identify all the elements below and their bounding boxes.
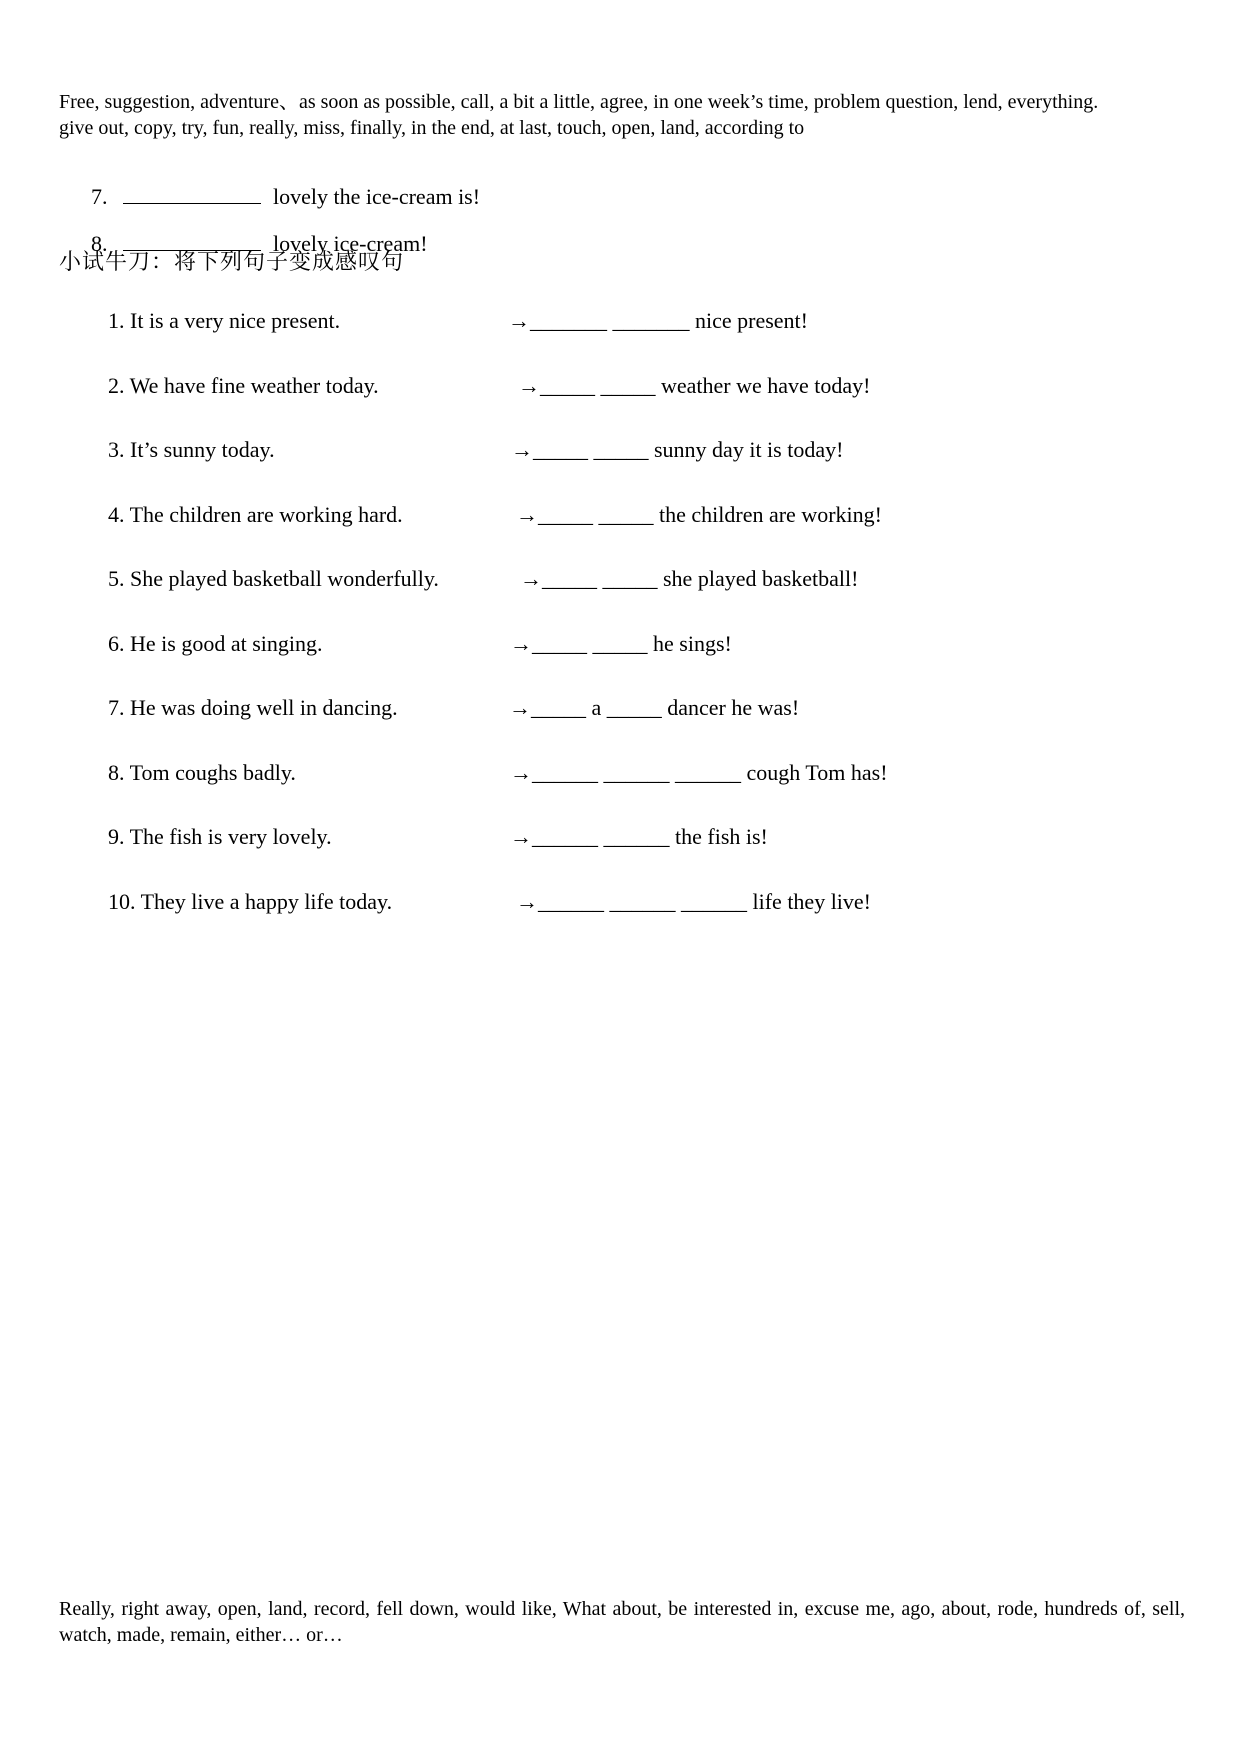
exercise-8 [108,758,888,788]
exercise-answer: →______ ______ the fish is! [510,824,768,849]
exercise-4 [108,500,882,530]
item-text: lovely the ice-cream is! [273,184,481,209]
word-bank-top-line-1: Free, suggestion, adventure、as soon as possible, call, a bit a little, agree, in one week’s time, problem question, lend, everything. [59,91,1099,113]
exercise-answer: →______ ______ ______ cough Tom has! [510,760,888,785]
exercise-1 [108,306,808,336]
item-number: 7. [91,184,108,209]
exercise-sentence: 5. She played basketball wonderfully. [108,566,439,591]
exercise-answer: →_______ _______ nice present! [508,308,808,333]
word-bank-top [59,89,1185,141]
exercise-sentence: 10. They live a happy life today. [108,889,393,914]
exercise-sentence: 1. It is a very nice present. [108,308,341,333]
section-title: 小试牛刀：将下列句子变成感叹句 [59,250,405,275]
exercise-10 [108,887,872,917]
exercise-5 [108,564,859,594]
exercise-answer: →_____ _____ he sings! [510,631,732,656]
word-bank-top-line-2: give out, copy, try, fun, really, miss, finally, in the end, at last, touch, open, land, according to [59,117,805,139]
exercise-answer: →_____ _____ sunny day it is today! [511,437,844,462]
exercise-sentence: 8. Tom coughs badly. [108,760,296,785]
exercise-sentence: 4. The children are working hard. [108,502,403,527]
exercise-3 [108,435,844,465]
exercise-answer: →______ ______ ______ life they live! [516,889,872,914]
exercise-answer: →_____ _____ the children are working! [516,502,882,527]
exercise-answer: →_____ a _____ dancer he was! [509,695,800,720]
exercise-sentence: 6. He is good at singing. [108,631,323,656]
exercise-sentence: 3. It’s sunny today. [108,437,275,462]
exercise-sentence: 9. The fish is very lovely. [108,824,332,849]
exercise-2 [108,371,871,401]
word-bank-bottom: Really, right away, open, land, record, fell down, would like, What about, be interested in, excuse me, ago, about, rode, hundreds of, sell, watch, made, remain, either… or… [59,1598,1185,1646]
exercise-6 [108,629,732,659]
exercise-answer: →_____ _____ weather we have today! [518,373,871,398]
exercise-sentence: 7. He was doing well in dancing. [108,695,398,720]
item-text: lovely ice-cream! [273,231,428,256]
exercise-sentence: 2. We have fine weather today. [108,373,379,398]
exercise-answer: →_____ _____ she played basketball! [520,566,859,591]
exercise-7 [108,693,800,723]
item-number: 8. [91,231,108,256]
exercise-9 [108,822,768,852]
